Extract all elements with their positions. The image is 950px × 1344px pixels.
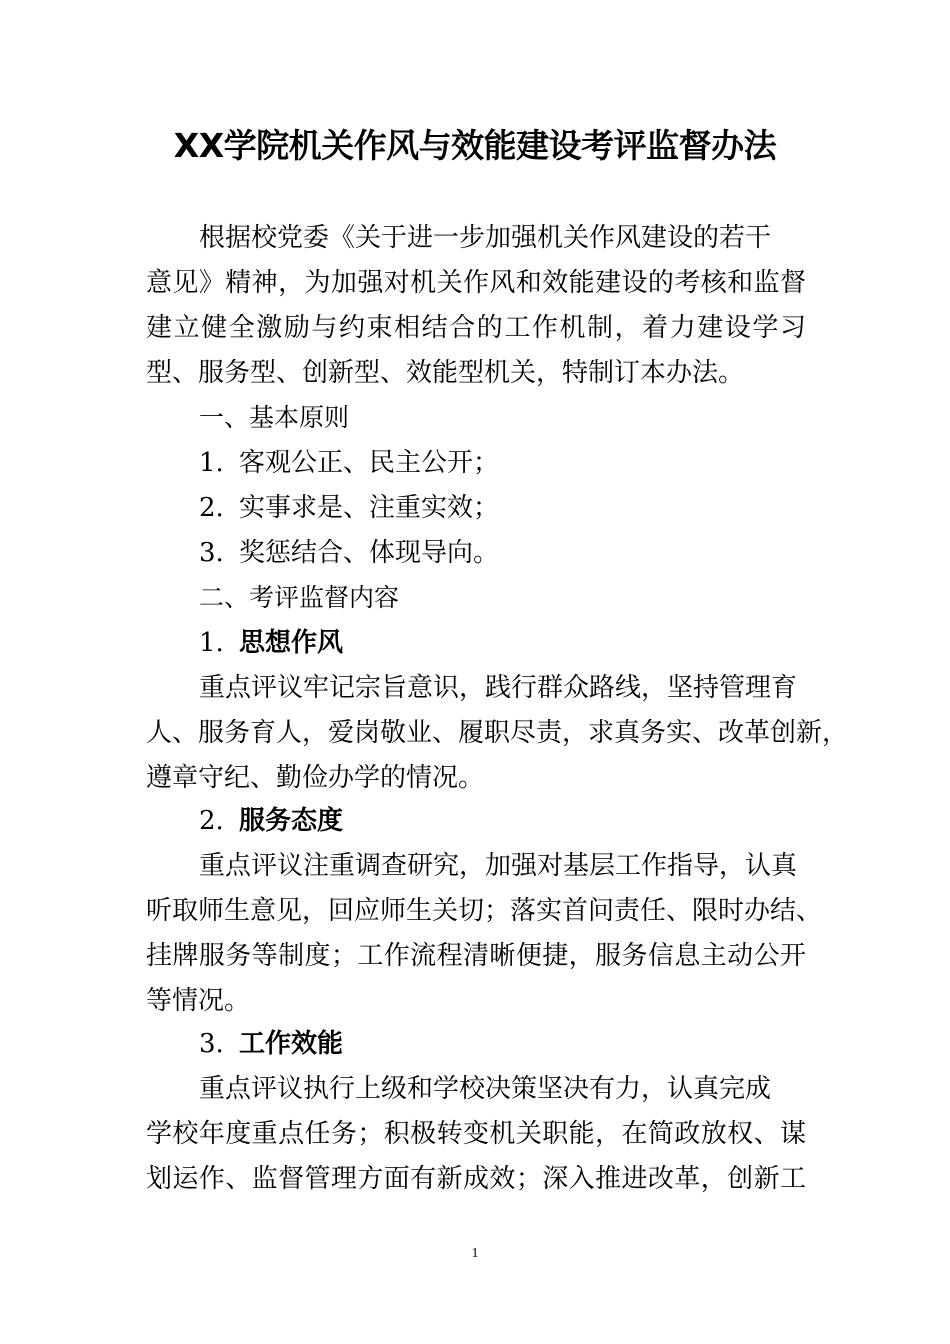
list-item-text: 客观公正、民主公开； bbox=[239, 448, 500, 478]
subsection-label: 思想作风 bbox=[239, 628, 344, 658]
list-item bbox=[199, 493, 859, 523]
subsection-number: 2. bbox=[199, 806, 224, 836]
paragraph-line: 等情况。 bbox=[146, 986, 251, 1016]
page-number: 1 bbox=[471, 1246, 479, 1261]
list-item-number: 3. bbox=[199, 538, 224, 568]
paragraph-line: 听取师生意见，回应师生关切；落实首问责任、限时办结、 bbox=[146, 896, 823, 926]
subsection-label: 工作效能 bbox=[239, 1029, 344, 1059]
paragraph-line: 人、服务育人，爱岗敬业、履职尽责，求真务实、改革创新， bbox=[146, 718, 849, 748]
section-heading: 二、考评监督内容 bbox=[199, 583, 400, 612]
list-item-number: 2. bbox=[199, 493, 224, 523]
subsection-label: 服务态度 bbox=[239, 806, 344, 836]
intro-line: 根据校党委《关于进一步加强机关作风建设的若干 bbox=[199, 223, 772, 253]
intro-line: 意见》精神，为加强对机关作风和效能建设的考核和监督 bbox=[146, 268, 806, 298]
paragraph-line: 重点评议执行上级和学校决策坚决有力，认真完成 bbox=[199, 1074, 772, 1104]
intro-line: 型、服务型、创新型、效能型机关，特制订本办法。 bbox=[146, 358, 745, 388]
paragraph-line: 划运作、监督管理方面有新成效；深入推进改革，创新工 bbox=[146, 1164, 806, 1194]
paragraph-line: 挂牌服务等制度；工作流程清晰便捷，服务信息主动公开 bbox=[146, 941, 806, 971]
list-item bbox=[199, 448, 859, 478]
list-item-number: 1. bbox=[199, 448, 224, 478]
document-title: XX学院机关作风与效能建设考评监督办法 bbox=[173, 126, 777, 165]
subsection-heading bbox=[199, 628, 859, 658]
paragraph-line: 重点评议牢记宗旨意识，践行群众路线，坚持管理育 bbox=[199, 673, 798, 703]
paragraph-line: 重点评议注重调查研究，加强对基层工作指导，认真 bbox=[199, 851, 798, 881]
list-item-text: 奖惩结合、体现导向。 bbox=[239, 538, 500, 568]
list-item-text: 实事求是、注重实效； bbox=[239, 493, 500, 523]
subsection-heading bbox=[199, 1029, 859, 1059]
list-item bbox=[199, 538, 859, 568]
intro-line: 建立健全激励与约束相结合的工作机制，着力建设学习 bbox=[146, 313, 806, 343]
subsection-number: 3. bbox=[199, 1029, 224, 1059]
paragraph-line: 学校年度重点任务；积极转变机关职能，在简政放权、谋 bbox=[146, 1119, 806, 1149]
subsection-heading bbox=[199, 806, 859, 836]
paragraph-line: 遵章守纪、勤俭办学的情况。 bbox=[146, 763, 485, 793]
section-heading: 一、基本原则 bbox=[199, 403, 350, 432]
subsection-number: 1. bbox=[199, 628, 224, 658]
